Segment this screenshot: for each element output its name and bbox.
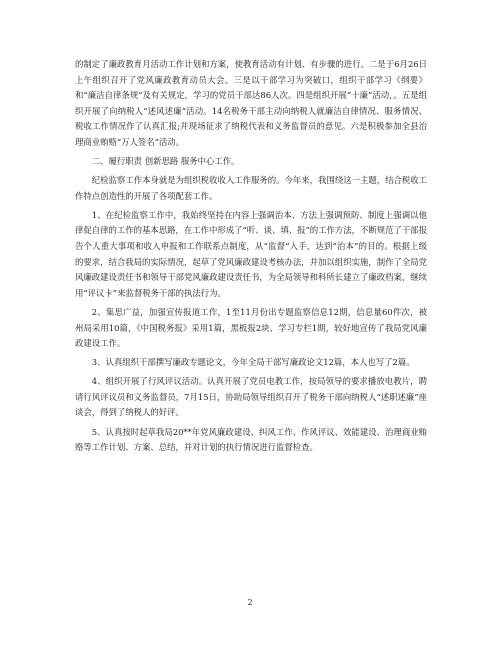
paragraph-4: 2、集思广益，加强宣传报道工作，1至11月份出专题监察信息12期，信息量60件次，被州局采用10篇，《中国税务报》采用1篇，黑板报2块、学习专栏1期，较好地宣传了我局党风廉政建设工作。 (75, 306, 427, 349)
paragraph-1: 的制定了廉政教育月活动工作计划和方案，使教育活动有计划、有步骤的进行。二是于6月26日上午组织召开了党风廉政教育动员大会。三是以干部学习为突破口，组织干部学习《纲要》和“廉洁自律条规”及有关规定，学习的党员干部达86人次。四是组织开展“十廉”活动，。五是组织开展了向纳税人“述风述廉”活动。14名税务干部主动向纳税人就廉洁自律情况、服务情况、税收工作情况作了认真汇报;并现场征求了纳税代表和义务监督员的意见。六是积极参加全县治理商业贿赂“万人签名”活动。 (75, 59, 427, 147)
paragraph-7: 5、认真按时起草我局20**年党风廉政建设、纠风工作、作风评议、效能建设、治理商业贿赂等工作计划、方案、总结，并对计划的执行情况进行监督检查。 (75, 426, 427, 453)
paragraph-5: 3、认真组织干部撰写廉政专题论文，今年全局干部写廉政论文12篇，本人也写了2篇。 (91, 357, 415, 368)
document-body (75, 57, 427, 456)
paragraph-6: 4、组织开展了行风评议活动。认真开展了党员电教工作，按局领导的要求播放电教片，聘请行风评议员和义务监督员，7月15日，协助局领导组织召开了税务干部向纳税人“述职述廉”座谈会，得到了纳税人的好评。 (75, 376, 427, 418)
page-number: 2 (247, 598, 253, 607)
paragraph-2: 纪检监察工作本身就是为组织税收收入工作服务的。今年来，我围绕这一主题，结合税收工作特点创造性的开展了各项配套工作。 (75, 175, 427, 201)
paragraph-3: 1、在纪检监察工作中，我始终坚持在内容上强调治本、方法上强调预防、制度上强调以他律促自律的工作的基本思路，在工作中形成了“听、谈、填、报”的工作方法，不断规范了干部报告个人重大事项和收入申报和工作联系点制度，从“监督”入手，达到“治本”的目的。根据上级的要求，结合我局的实际情况，起草了党风廉政建设考核办法，并加以组织实施，制作了全局党风廉政建设责任书和领导干部党风廉政建设责任书，为全局领导和科所长建立了廉政档案，继续用“评议卡”来监督税务干部的执法行为。 (75, 209, 427, 298)
section-heading: 二、履行职责 创新思路 服务中心工作。 (91, 156, 240, 167)
